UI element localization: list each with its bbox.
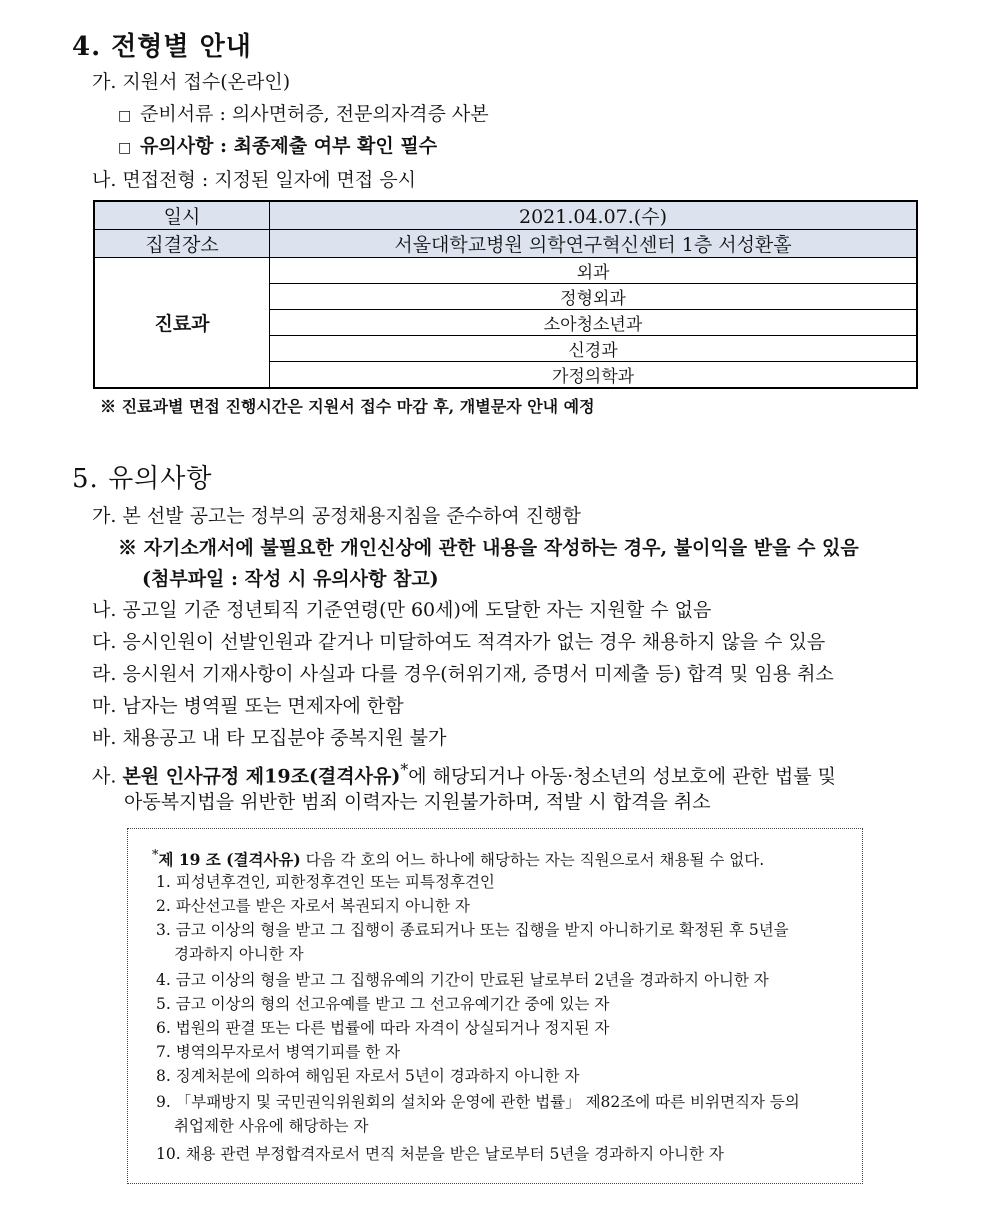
department-cell: 신경과 bbox=[270, 336, 918, 362]
date-label: 일시 bbox=[94, 201, 270, 230]
article-19-heading bbox=[152, 845, 764, 871]
section-5-item-sa-line2: 아동복지법을 위반한 범죄 이력자는 지원불가하며, 적발 시 합격을 취소 bbox=[124, 791, 711, 813]
sa-bold-text: 본원 인사규정 제19조(결격사유) bbox=[122, 765, 401, 788]
article-19-intro: 다음 각 호의 어느 하나에 해당하는 자는 직원으로서 채용될 수 없다. bbox=[300, 851, 765, 870]
department-label: 진료과 bbox=[94, 258, 270, 389]
list-item-continuation: 취업제한 사유에 해당하는 자 bbox=[174, 1117, 369, 1135]
date-value: 2021.04.07.(수) bbox=[270, 201, 918, 230]
place-value: 서울대학교병원 의학연구혁신센터 1층 서성환홀 bbox=[270, 230, 918, 258]
square-bullet-icon: □ bbox=[118, 108, 132, 124]
square-bullet-icon: □ bbox=[118, 140, 132, 156]
list-item: 5. 금고 이상의 형의 선고유예를 받고 그 선고유예기간 중에 있는 자 bbox=[156, 995, 610, 1013]
interview-schedule-table bbox=[93, 200, 918, 389]
caution-text: 유의사항 : 최종제출 여부 확인 필수 bbox=[140, 135, 438, 157]
self-intro-warning: ※ 자기소개서에 불필요한 개인신상에 관한 내용을 작성하는 경우, 불이익을 받을 수 있음 bbox=[118, 537, 859, 559]
list-item: 2. 파산선고를 받은 자로서 복권되지 아니한 자 bbox=[156, 897, 470, 915]
list-item: 10. 채용 관련 부정합격자로서 면직 처분을 받은 날로부터 5년을 경과하지 아니한 자 bbox=[156, 1145, 724, 1163]
section-5-item-ra: 라. 응시원서 기재사항이 사실과 다를 경우(허위기재, 증명서 미제출 등) 합격 및 임용 취소 bbox=[92, 663, 834, 685]
footnote-mark: * bbox=[400, 760, 409, 779]
department-cell: 가정의학과 bbox=[270, 362, 918, 389]
list-item: 9. 「부패방지 및 국민권익위원회의 설치와 운영에 관한 법률」 제82조에 따른 비위면직자 등의 bbox=[156, 1093, 800, 1111]
list-item: 6. 법원의 판결 또는 다른 법률에 따라 자격이 상실되거나 정지된 자 bbox=[156, 1019, 610, 1037]
table-row bbox=[94, 258, 917, 284]
documents-item bbox=[118, 102, 489, 128]
footnote-mark: * bbox=[152, 848, 159, 863]
section-5-item-na: 나. 공고일 기준 정년퇴직 기준연령(만 60세)에 도달한 자는 지원할 수 없음 bbox=[92, 599, 712, 621]
sa-prefix: 사. bbox=[92, 765, 123, 788]
sa-rest-text: 에 해당되거나 아동·청소년의 성보호에 관한 법률 및 bbox=[408, 765, 836, 788]
table-row bbox=[94, 230, 917, 258]
section-4-item-ga: 가. 지원서 접수(온라인) bbox=[92, 71, 291, 93]
section-5-title: 5. 유의사항 bbox=[72, 464, 213, 494]
section-4-title: 4. 전형별 안내 bbox=[72, 32, 252, 62]
department-cell: 외과 bbox=[270, 258, 918, 284]
section-5-item-ma: 마. 남자는 병역필 또는 면제자에 한함 bbox=[92, 695, 404, 717]
documents-text: 준비서류 : 의사면허증, 전문의자격증 사본 bbox=[140, 103, 489, 125]
section-5-item-sa bbox=[92, 758, 836, 788]
list-item: 1. 피성년후견인, 피한정후견인 또는 피특정후견인 bbox=[156, 873, 495, 891]
interview-time-note: ※ 진료과별 면접 진행시간은 지원서 접수 마감 후, 개별문자 안내 예정 bbox=[100, 397, 595, 416]
section-5-item-ga: 가. 본 선발 공고는 정부의 공정채용지침을 준수하여 진행함 bbox=[92, 505, 581, 527]
department-cell: 소아청소년과 bbox=[270, 310, 918, 336]
article-19-title: 제 19 조 (결격사유) bbox=[158, 850, 301, 870]
department-cell: 정형외과 bbox=[270, 284, 918, 310]
table-row bbox=[94, 201, 917, 230]
list-item: 3. 금고 이상의 형을 받고 그 집행이 종료되거나 또는 집행을 받지 아니하기로 확정된 후 5년을 bbox=[156, 921, 789, 939]
section-4-item-na: 나. 면접전형 : 지정된 일자에 면접 응시 bbox=[92, 169, 416, 191]
list-item: 8. 징계처분에 의하여 해임된 자로서 5년이 경과하지 아니한 자 bbox=[156, 1067, 580, 1085]
place-label: 집결장소 bbox=[94, 230, 270, 258]
list-item: 7. 병역의무자로서 병역기피를 한 자 bbox=[156, 1043, 401, 1061]
section-5-item-da: 다. 응시인원이 선발인원과 같거나 미달하여도 적격자가 없는 경우 채용하지 않을 수 있음 bbox=[92, 631, 826, 653]
list-item-continuation: 경과하지 아니한 자 bbox=[174, 945, 304, 963]
list-item: 4. 금고 이상의 형을 받고 그 집행유예의 기간이 만료된 날로부터 2년을 경과하지 아니한 자 bbox=[156, 971, 769, 989]
caution-item bbox=[118, 134, 437, 160]
section-5-item-ba: 바. 채용공고 내 타 모집분야 중복지원 불가 bbox=[92, 727, 447, 749]
attachment-reference: (첨부파일 : 작성 시 유의사항 참고) bbox=[142, 568, 439, 590]
article-19-box bbox=[127, 828, 863, 1184]
